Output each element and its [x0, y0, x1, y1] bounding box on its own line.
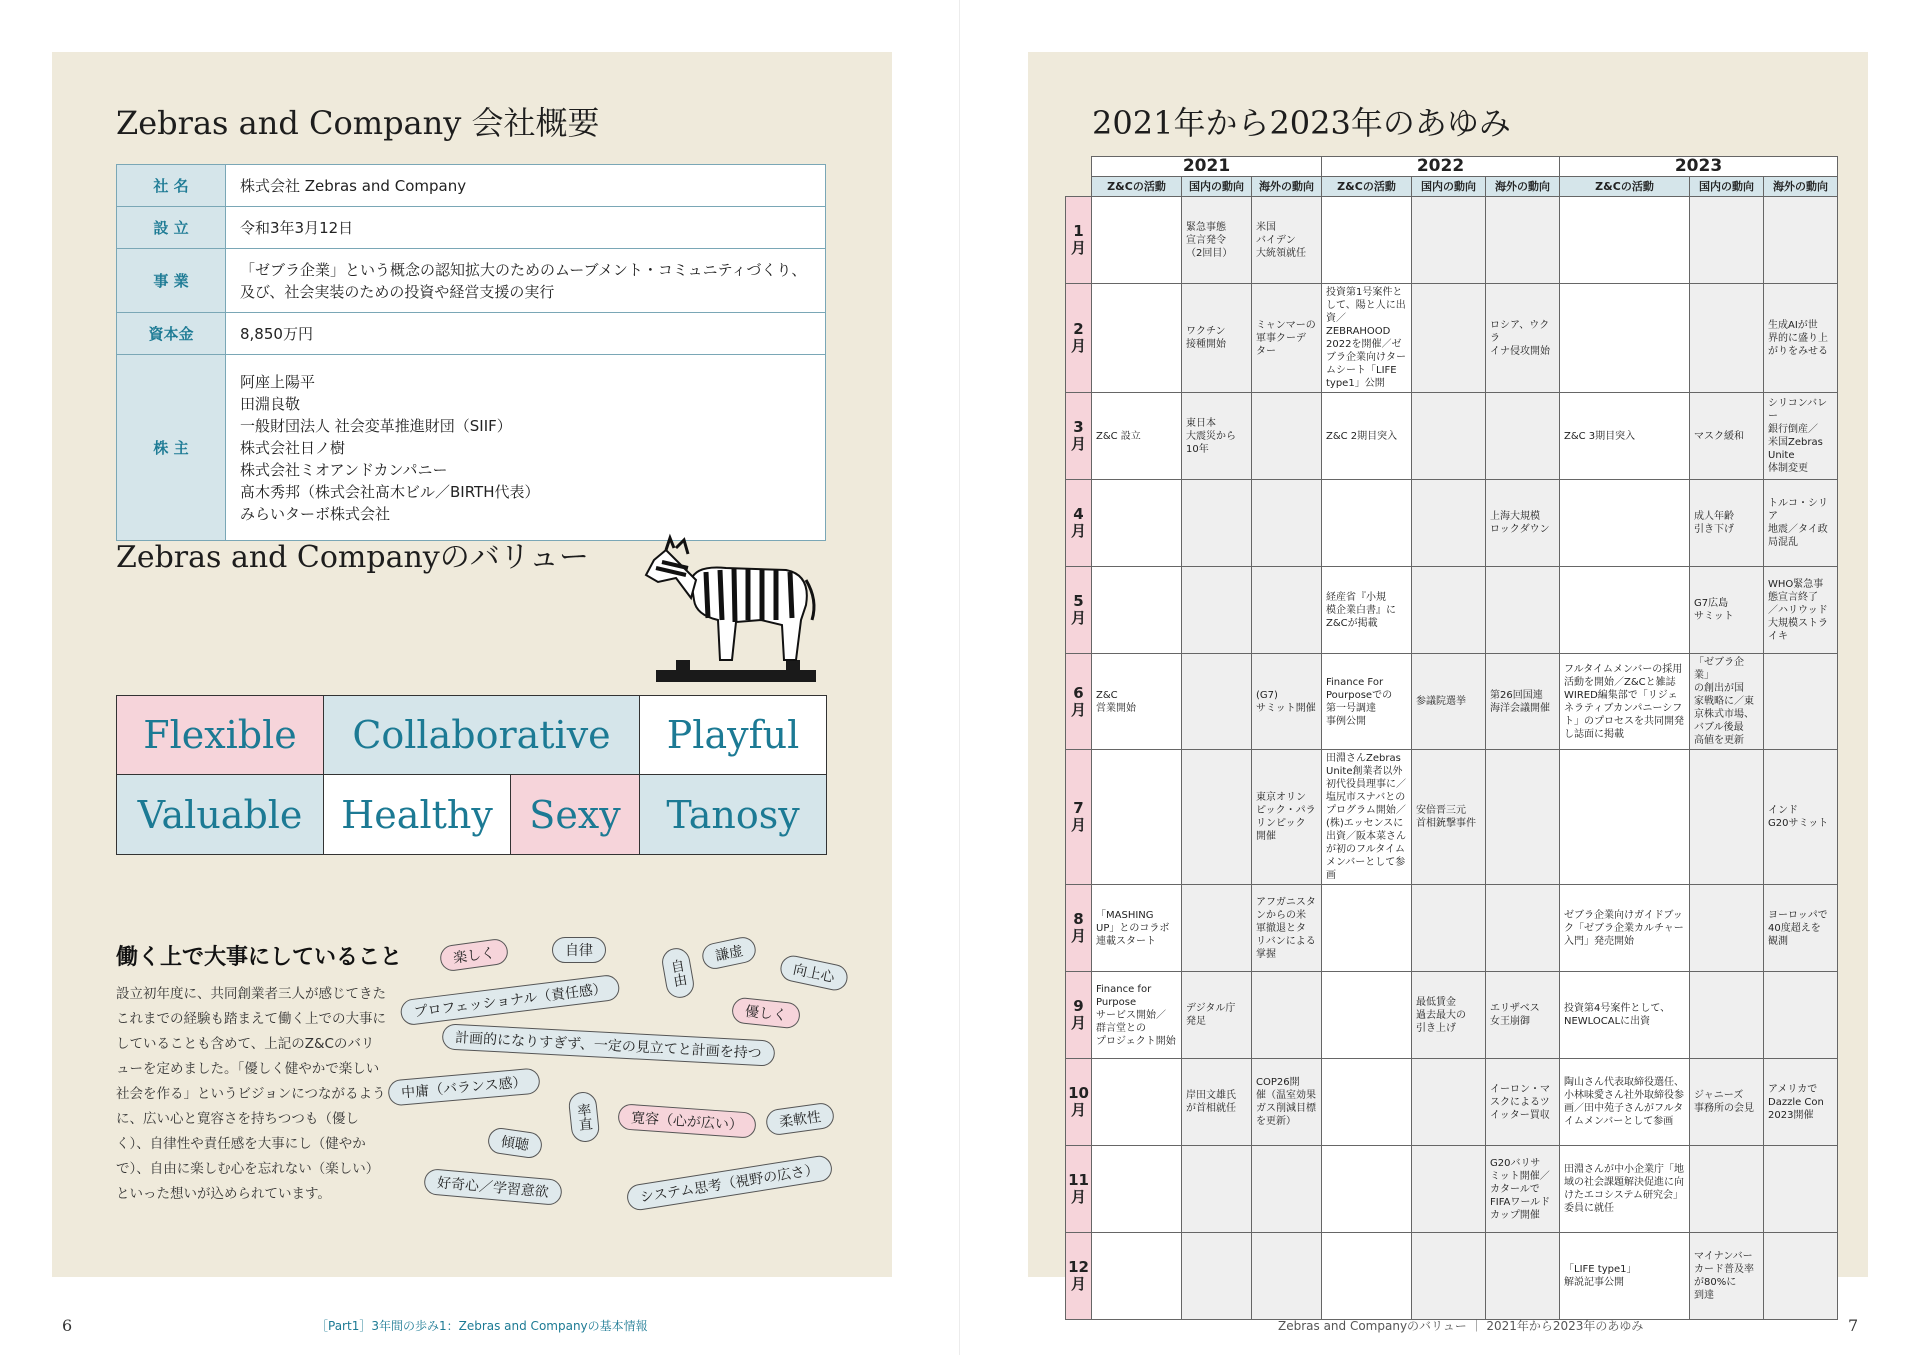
timeline-cell: 安倍晋三元 首相銃撃事件: [1412, 750, 1486, 885]
profile-row: [117, 207, 826, 249]
timeline-cell: [1322, 885, 1412, 972]
timeline-row: [1066, 750, 1838, 885]
column-subheader: Z&Cの活動: [1560, 177, 1690, 197]
value-tag: 自律: [552, 937, 606, 963]
timeline-cell: (G7) サミット開催: [1252, 654, 1322, 750]
timeline-cell: 田淵さんが中小企業庁「地域の社会課題解決促進に向けたエコシステム研究会」委員に就任: [1560, 1146, 1690, 1233]
timeline-cell: [1690, 972, 1764, 1059]
timeline-cell: [1252, 567, 1322, 654]
value-tag: 自由: [660, 946, 696, 1000]
timeline-cell: [1560, 567, 1690, 654]
value-cell: Valuable: [116, 774, 324, 855]
timeline-cell: アフガニスタ ンからの米 軍撤退とタ リバンによる 掌握: [1252, 885, 1322, 972]
value-cell: Playful: [639, 695, 827, 775]
value-tag: プロフェッショナル（責任感）: [399, 974, 621, 1027]
left-panel: [52, 52, 892, 1277]
month-label: 9 月: [1066, 972, 1092, 1059]
timeline-cell: [1182, 1233, 1252, 1320]
timeline-title: 2021年から2023年のあゆみ: [1092, 104, 1511, 142]
corner-blank: [1066, 157, 1092, 177]
timeline-cell: [1322, 197, 1412, 284]
page-number-right: 7: [1848, 1316, 1859, 1335]
timeline-cell: [1092, 1146, 1182, 1233]
timeline-cell: 最低賃金 過去最大の 引き上げ: [1412, 972, 1486, 1059]
month-label: 7 月: [1066, 750, 1092, 885]
column-subheader: Z&Cの活動: [1322, 177, 1412, 197]
column-subheader: 国内の動向: [1690, 177, 1764, 197]
timeline-cell: [1182, 1146, 1252, 1233]
value-cell: Collaborative: [323, 695, 640, 775]
profile-row: [117, 249, 826, 313]
timeline-cell: ワクチン 接種開始: [1182, 284, 1252, 393]
timeline-cell: 「MASHING UP」とのコラボ 連載スタート: [1092, 885, 1182, 972]
month-label: 8 月: [1066, 885, 1092, 972]
timeline-cell: [1560, 284, 1690, 393]
timeline-cell: [1764, 197, 1838, 284]
timeline-cell: Z&C 設立: [1092, 393, 1182, 480]
profile-row: [117, 313, 826, 355]
timeline-cell: ジャニーズ 事務所の会見: [1690, 1059, 1764, 1146]
timeline-cell: シリコンバレー 銀行倒産／ 米国Zebras Unite 体制変更: [1764, 393, 1838, 480]
timeline-cell: [1252, 1146, 1322, 1233]
timeline-cell: [1486, 1233, 1560, 1320]
value-cell: Sexy: [510, 774, 640, 855]
value-tag: 率直: [567, 1091, 600, 1144]
timeline-cell: 東日本 大震災から 10年: [1182, 393, 1252, 480]
timeline-cell: 上海大規模 ロックダウン: [1486, 480, 1560, 567]
year-header: 2023: [1560, 157, 1838, 177]
value-tag: システム思考（視野の広さ）: [625, 1154, 833, 1212]
timeline-cell: 成人年齢 引き下げ: [1690, 480, 1764, 567]
profile-value: 株式会社 Zebras and Company: [226, 165, 826, 207]
profile-key: 事 業: [117, 249, 226, 313]
timeline-cell: [1764, 1146, 1838, 1233]
timeline-cell: デジタル庁 発足: [1182, 972, 1252, 1059]
timeline-row: [1066, 567, 1838, 654]
value-cell: Tanosy: [639, 774, 827, 855]
timeline-cell: [1182, 885, 1252, 972]
timeline-row: [1066, 654, 1838, 750]
timeline-cell: 「ゼブラ企業」 の創出が国 家戦略に／東 京株式市場、 バブル後最 高値を更新: [1690, 654, 1764, 750]
timeline-cell: [1560, 197, 1690, 284]
timeline-cell: Z&C 営業開始: [1092, 654, 1182, 750]
timeline-cell: 緊急事態 宣言発令 （2回目）: [1182, 197, 1252, 284]
profile-row: [117, 355, 826, 541]
timeline-cell: [1486, 197, 1560, 284]
month-label: 11 月: [1066, 1146, 1092, 1233]
month-label: 2 月: [1066, 284, 1092, 393]
timeline-cell: [1322, 1233, 1412, 1320]
timeline-cell: [1322, 1059, 1412, 1146]
timeline-cell: [1764, 1233, 1838, 1320]
timeline-table: [1065, 156, 1838, 1320]
column-subheader: Z&Cの活動: [1092, 177, 1182, 197]
timeline-cell: ミャンマーの 軍事クーデ ター: [1252, 284, 1322, 393]
profile-key: 資本金: [117, 313, 226, 355]
column-subheader: 国内の動向: [1412, 177, 1486, 197]
value-tag: 謙虚: [700, 935, 758, 972]
timeline-cell: [1764, 972, 1838, 1059]
column-subheader: 国内の動向: [1182, 177, 1252, 197]
timeline-cell: [1252, 480, 1322, 567]
value-cell: Flexible: [116, 695, 324, 775]
timeline-cell: トルコ・シリア 地震／タイ政 局混乱: [1764, 480, 1838, 567]
timeline-row: [1066, 393, 1838, 480]
profile-title: Zebras and Company 会社概要: [116, 104, 600, 142]
timeline-cell: 岸田文雄氏 が首相就任: [1182, 1059, 1252, 1146]
values-title: Zebras and Companyのバリュー: [116, 540, 589, 575]
timeline-cell: [1690, 750, 1764, 885]
timeline-cell: [1412, 284, 1486, 393]
timeline-cell: 経産省『小規 模企業白書』に Z&Cが掲載: [1322, 567, 1412, 654]
column-subheader: 海外の動向: [1764, 177, 1838, 197]
timeline-cell: フルタイムメンバーの採用活動を開始／Z&Cと雑誌WIRED編集部で「リジェネラティブカンパニーシフト」のプロセスを共同開発し誌面に掲載: [1560, 654, 1690, 750]
timeline-cell: 田淵さんZebras Unite創業者以外初代役員理事に／塩尻市スナバとのプログラム開始／(株)エッセンスに出資／阪本菜さんが初のフルタイムメンバーとして参画: [1322, 750, 1412, 885]
timeline-cell: [1486, 885, 1560, 972]
year-header: 2022: [1322, 157, 1560, 177]
timeline-cell: インド G20サミット: [1764, 750, 1838, 885]
timeline-cell: [1690, 197, 1764, 284]
timeline-cell: [1092, 1233, 1182, 1320]
value-cell: Healthy: [323, 774, 511, 855]
timeline-cell: [1486, 393, 1560, 480]
month-label: 12 月: [1066, 1233, 1092, 1320]
column-subheader: 海外の動向: [1252, 177, 1322, 197]
timeline-row: [1066, 480, 1838, 567]
work-title: 働く上で大事にしていること: [116, 945, 403, 970]
timeline-cell: [1412, 197, 1486, 284]
timeline-cell: [1486, 750, 1560, 885]
timeline-body: [1066, 197, 1838, 1320]
timeline-cell: [1252, 1233, 1322, 1320]
timeline-cell: G7広島 サミット: [1690, 567, 1764, 654]
timeline-cell: [1486, 567, 1560, 654]
timeline-cell: 参議院選挙: [1412, 654, 1486, 750]
value-tag: 中庸（バランス感）: [387, 1067, 540, 1106]
timeline-cell: [1322, 480, 1412, 567]
timeline-row: [1066, 1146, 1838, 1233]
timeline-cell: COP26開 催（温室効果 ガス削減目標 を更新）: [1252, 1059, 1322, 1146]
timeline-cell: [1252, 393, 1322, 480]
timeline-cell: [1322, 1146, 1412, 1233]
timeline-cell: [1252, 972, 1322, 1059]
timeline-cell: [1560, 750, 1690, 885]
year-header: 2021: [1092, 157, 1322, 177]
value-tag: 寛容（心が広い）: [617, 1103, 756, 1139]
timeline-cell: [1092, 480, 1182, 567]
timeline-row: [1066, 197, 1838, 284]
column-subheader: 海外の動向: [1486, 177, 1560, 197]
page-gutter: [959, 0, 960, 1355]
month-label: 5 月: [1066, 567, 1092, 654]
timeline-cell: [1092, 284, 1182, 393]
timeline-cell: 生成AIが世 界的に盛り上 がりをみせる: [1764, 284, 1838, 393]
timeline-cell: 米国 バイデン 大統領就任: [1252, 197, 1322, 284]
company-profile-table: [116, 164, 826, 541]
timeline-cell: [1182, 750, 1252, 885]
timeline-cell: [1182, 567, 1252, 654]
profile-key: 社 名: [117, 165, 226, 207]
timeline-cell: Finance For Pourposeでの 第一号調達 事例公開: [1322, 654, 1412, 750]
timeline-cell: [1412, 393, 1486, 480]
footer-right: Zebras and Companyのバリュー ｜ 2021年から2023年のあゆみ: [1278, 1319, 1644, 1333]
timeline-cell: [1092, 567, 1182, 654]
timeline-cell: 陶山さん代表取締役選任、小林味愛さん社外取締役参画／田中苑子さんがフルタイムメンバーとして参画: [1560, 1059, 1690, 1146]
work-text: 設立初年度に、共同創業者三人が感じてきたこれまでの経験も踏まえて働く上での大事にしていることも含めて、上記のZ&Cのバリューを定めました。「優しく健やかで楽しい社会を作る」というビジョンにつながるように、広い心と寛容さを持ちつつも（優しく）、自律性や責任感を大事にし（健やかで）、自由に楽しむ心を忘れない（楽しい）といった想いが込められています。: [116, 986, 386, 1202]
month-label: 10 月: [1066, 1059, 1092, 1146]
timeline-row: [1066, 1059, 1838, 1146]
timeline-cell: マスク緩和: [1690, 393, 1764, 480]
timeline-cell: [1182, 654, 1252, 750]
profile-value: 「ゼブラ企業」という概念の認知拡大のためのムーブメント・コミュニティづくり、 及び、社会実装のための投資や経営支援の実行: [226, 249, 826, 313]
zebra-illustration: [636, 520, 826, 685]
right-panel: [1028, 52, 1868, 1301]
timeline-cell: 第26回国連 海洋会議開催: [1486, 654, 1560, 750]
timeline-cell: Z&C 2期目突入: [1322, 393, 1412, 480]
timeline-cell: [1412, 480, 1486, 567]
timeline-cell: [1182, 480, 1252, 567]
timeline-cell: [1764, 654, 1838, 750]
month-label: 3 月: [1066, 393, 1092, 480]
profile-value: 令和3年3月12日: [226, 207, 826, 249]
value-tag: 向上心: [778, 953, 850, 993]
profile-value: 8,850万円: [226, 313, 826, 355]
value-tag: 好奇心／学習意欲: [423, 1168, 563, 1206]
profile-value: 阿座上陽平 田淵良敬 一般財団法人 社会変革推進財団（SIIF） 株式会社日ノ樹 株式会社ミオアンドカンパニー 髙木秀邦（株式会社髙木ビル／BIRTH代表） みらいターボ株式会社: [226, 355, 826, 541]
timeline-cell: [1412, 1233, 1486, 1320]
timeline-cell: Finance for Purpose サービス開始／ 群言堂との プロジェクト開始: [1092, 972, 1182, 1059]
timeline-row: [1066, 885, 1838, 972]
month-label: 6 月: [1066, 654, 1092, 750]
timeline-cell: イーロン・マ スクによるツ イッター買収: [1486, 1059, 1560, 1146]
profile-key: 株 主: [117, 355, 226, 541]
timeline-cell: 東京オリン ピック・パラ リンピック 開催: [1252, 750, 1322, 885]
footer-left: ［Part1］3年間の歩み1：Zebras and Companyの基本情報: [316, 1319, 648, 1333]
timeline-cell: 投資第1号案件として、陽と人に出資／ZEBRAHOOD 2022を開催／ゼブラ企業向けタームシート「LIFE type1」公開: [1322, 284, 1412, 393]
timeline-cell: [1412, 885, 1486, 972]
timeline-cell: [1412, 1146, 1486, 1233]
timeline-cell: [1412, 1059, 1486, 1146]
month-label: 4 月: [1066, 480, 1092, 567]
timeline-cell: エリザベス 女王崩御: [1486, 972, 1560, 1059]
timeline-cell: G20バリサ ミット開催／ カタールで FIFAワールド カップ開催: [1486, 1146, 1560, 1233]
month-label: 1 月: [1066, 197, 1092, 284]
timeline-cell: [1560, 480, 1690, 567]
timeline-cell: [1412, 567, 1486, 654]
timeline-cell: [1092, 750, 1182, 885]
profile-key: 設 立: [117, 207, 226, 249]
timeline-cell: Z&C 3期目突入: [1560, 393, 1690, 480]
timeline-cell: ヨーロッパで 40度超えを 観測: [1764, 885, 1838, 972]
value-tag: 柔軟性: [765, 1101, 836, 1136]
timeline-cell: 投資第4号案件として、 NEWLOCALに出資: [1560, 972, 1690, 1059]
value-tag: 楽しく: [439, 937, 510, 972]
timeline-cell: [1092, 1059, 1182, 1146]
timeline-cell: [1690, 284, 1764, 393]
timeline-cell: 「LIFE type1」 解説記事公開: [1560, 1233, 1690, 1320]
timeline-cell: [1092, 197, 1182, 284]
profile-row: [117, 165, 826, 207]
timeline-cell: WHO緊急事 態宣言終了 ／ハリウッド 大規模ストラ イキ: [1764, 567, 1838, 654]
corner-blank: [1066, 177, 1092, 197]
timeline-cell: [1690, 1146, 1764, 1233]
value-tag: 優しく: [731, 997, 801, 1030]
timeline-cell: [1690, 885, 1764, 972]
values-grid: [116, 695, 827, 855]
timeline-cell: [1322, 972, 1412, 1059]
timeline-row: [1066, 284, 1838, 393]
timeline-cell: アメリカで Dazzle Con 2023開催: [1764, 1059, 1838, 1146]
timeline-cell: マイナンバー カード普及率 が80%に 到達: [1690, 1233, 1764, 1320]
timeline-row: [1066, 972, 1838, 1059]
timeline-row: [1066, 1233, 1838, 1320]
timeline-cell: ゼブラ企業向けガイドブック「ゼブラ企業カルチャー入門」発売開始: [1560, 885, 1690, 972]
value-tag: 傾聴: [486, 1126, 543, 1159]
timeline-cell: ロシア、ウクラ イナ侵攻開始: [1486, 284, 1560, 393]
page-number-left: 6: [62, 1316, 73, 1335]
value-tag: 計画的になりすぎず、一定の見立てと計画を持つ: [442, 1023, 776, 1066]
